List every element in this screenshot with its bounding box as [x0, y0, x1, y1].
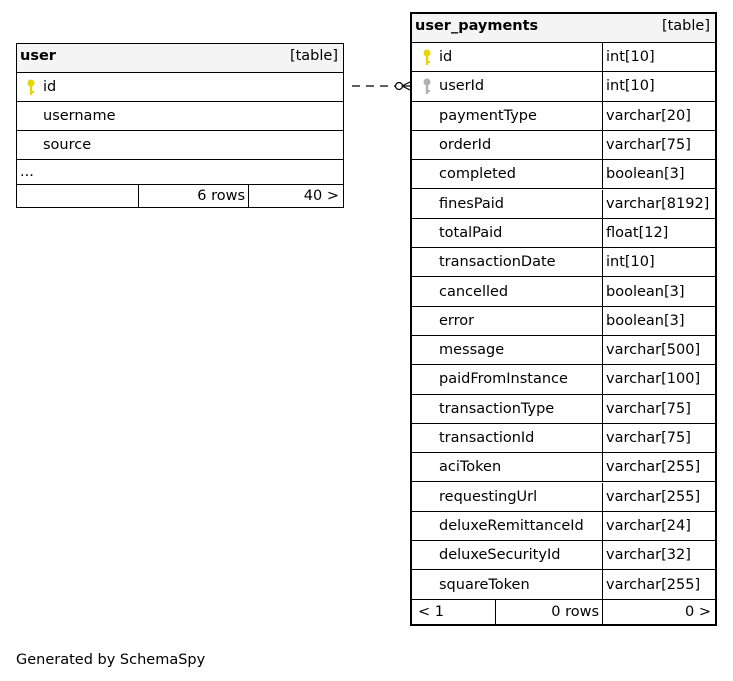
column-type: varchar[255] [606, 459, 701, 476]
table-row[interactable] [412, 190, 715, 219]
table-row[interactable] [412, 483, 715, 512]
column-divider [602, 483, 603, 511]
column-divider [602, 277, 603, 305]
column-divider [602, 72, 603, 100]
table-row[interactable] [412, 43, 715, 72]
column-divider [602, 512, 603, 540]
column-type: varchar[75] [606, 400, 691, 417]
table-footer [17, 185, 343, 207]
divider [138, 185, 139, 207]
table-row[interactable] [17, 73, 343, 102]
table-row[interactable] [412, 570, 715, 599]
table-row[interactable] [412, 131, 715, 160]
child-count[interactable]: 40 > [303, 188, 339, 204]
table-name[interactable]: user [20, 48, 56, 64]
ellipsis-row [17, 160, 343, 185]
table-row[interactable] [412, 541, 715, 570]
column-type: varchar[500] [606, 342, 701, 359]
column-divider [602, 336, 603, 364]
user-payments-table[interactable] [410, 12, 717, 626]
column-name: id [439, 49, 453, 66]
column-divider [602, 365, 603, 393]
column-type: varchar[100] [606, 371, 701, 388]
column-name: userId [439, 78, 485, 95]
column-divider [602, 541, 603, 569]
parent-count[interactable]: < 1 [418, 604, 444, 620]
table-row[interactable] [412, 453, 715, 482]
column-type: varchar[75] [606, 137, 691, 154]
column-divider [602, 453, 603, 481]
column-divider [602, 190, 603, 218]
column-name: paidFromInstance [439, 371, 568, 388]
column-name: deluxeSecurityId [439, 547, 561, 564]
column-name: source [43, 137, 92, 153]
column-name: totalPaid [439, 224, 503, 241]
column-type: varchar[255] [606, 488, 701, 505]
table-row[interactable] [412, 395, 715, 424]
child-count[interactable]: 0 > [685, 604, 711, 620]
table-row[interactable] [412, 512, 715, 541]
column-divider [602, 395, 603, 423]
table-row[interactable] [412, 424, 715, 453]
column-name: aciToken [439, 459, 502, 476]
generated-by-text: Generated by SchemaSpy [16, 652, 206, 668]
column-name: orderId [439, 137, 492, 154]
column-name: deluxeRemittanceId [439, 517, 584, 534]
column-name: transactionId [439, 430, 535, 447]
column-name: id [43, 79, 57, 95]
column-divider [602, 219, 603, 247]
user-table-header[interactable] [17, 44, 343, 73]
divider [248, 185, 249, 207]
table-row[interactable] [412, 365, 715, 394]
column-type: int[10] [606, 254, 655, 271]
column-type: varchar[24] [606, 517, 691, 534]
column-type: varchar[75] [606, 430, 691, 447]
column-divider [602, 248, 603, 276]
column-divider [602, 43, 603, 71]
column-name: username [43, 108, 116, 124]
column-type: varchar[32] [606, 547, 691, 564]
column-type: boolean[3] [606, 283, 685, 300]
column-name: cancelled [439, 283, 509, 300]
table-row[interactable] [412, 72, 715, 101]
column-divider [602, 424, 603, 452]
column-divider [602, 307, 603, 335]
table-row[interactable] [412, 248, 715, 277]
column-name: completed [439, 166, 516, 183]
column-divider [602, 160, 603, 188]
zero-cardinality-circle [396, 83, 403, 90]
table-row[interactable] [17, 102, 343, 131]
table-row[interactable] [17, 131, 343, 160]
table-type-label: [table] [289, 48, 338, 64]
column-name: transactionDate [439, 254, 556, 271]
table-row[interactable] [412, 102, 715, 131]
table-type-label: [table] [661, 18, 710, 34]
divider [602, 600, 603, 624]
column-name: message [439, 342, 505, 359]
column-name: squareToken [439, 576, 530, 593]
column-divider [602, 131, 603, 159]
table-row[interactable] [412, 336, 715, 365]
table-row[interactable] [412, 219, 715, 248]
foreign-key-icon [422, 78, 432, 95]
column-name: error [439, 312, 475, 329]
column-name: transactionType [439, 400, 555, 417]
column-name: finesPaid [439, 195, 505, 212]
divider [495, 600, 496, 624]
table-row[interactable] [412, 160, 715, 189]
column-divider [602, 570, 603, 598]
column-type: boolean[3] [606, 166, 685, 183]
column-type: int[10] [606, 78, 655, 95]
table-row[interactable] [412, 277, 715, 306]
column-divider [602, 102, 603, 130]
table-row[interactable] [412, 307, 715, 336]
primary-key-icon [422, 49, 432, 66]
column-type: float[12] [606, 224, 669, 241]
ellipsis: ... [20, 164, 34, 180]
column-type: boolean[3] [606, 312, 685, 329]
user-payments-table-header[interactable] [412, 14, 715, 43]
table-footer [412, 600, 715, 624]
column-name: requestingUrl [439, 488, 538, 505]
primary-key-icon [26, 79, 36, 96]
row-count: 6 rows [197, 188, 245, 204]
column-type: varchar[255] [606, 576, 701, 593]
row-count: 0 rows [551, 604, 599, 620]
column-type: varchar[8192] [606, 195, 710, 212]
column-type: varchar[20] [606, 107, 691, 124]
user-table[interactable] [16, 43, 344, 208]
column-type: int[10] [606, 49, 655, 66]
table-name[interactable]: user_payments [415, 18, 539, 34]
column-name: paymentType [439, 107, 537, 124]
